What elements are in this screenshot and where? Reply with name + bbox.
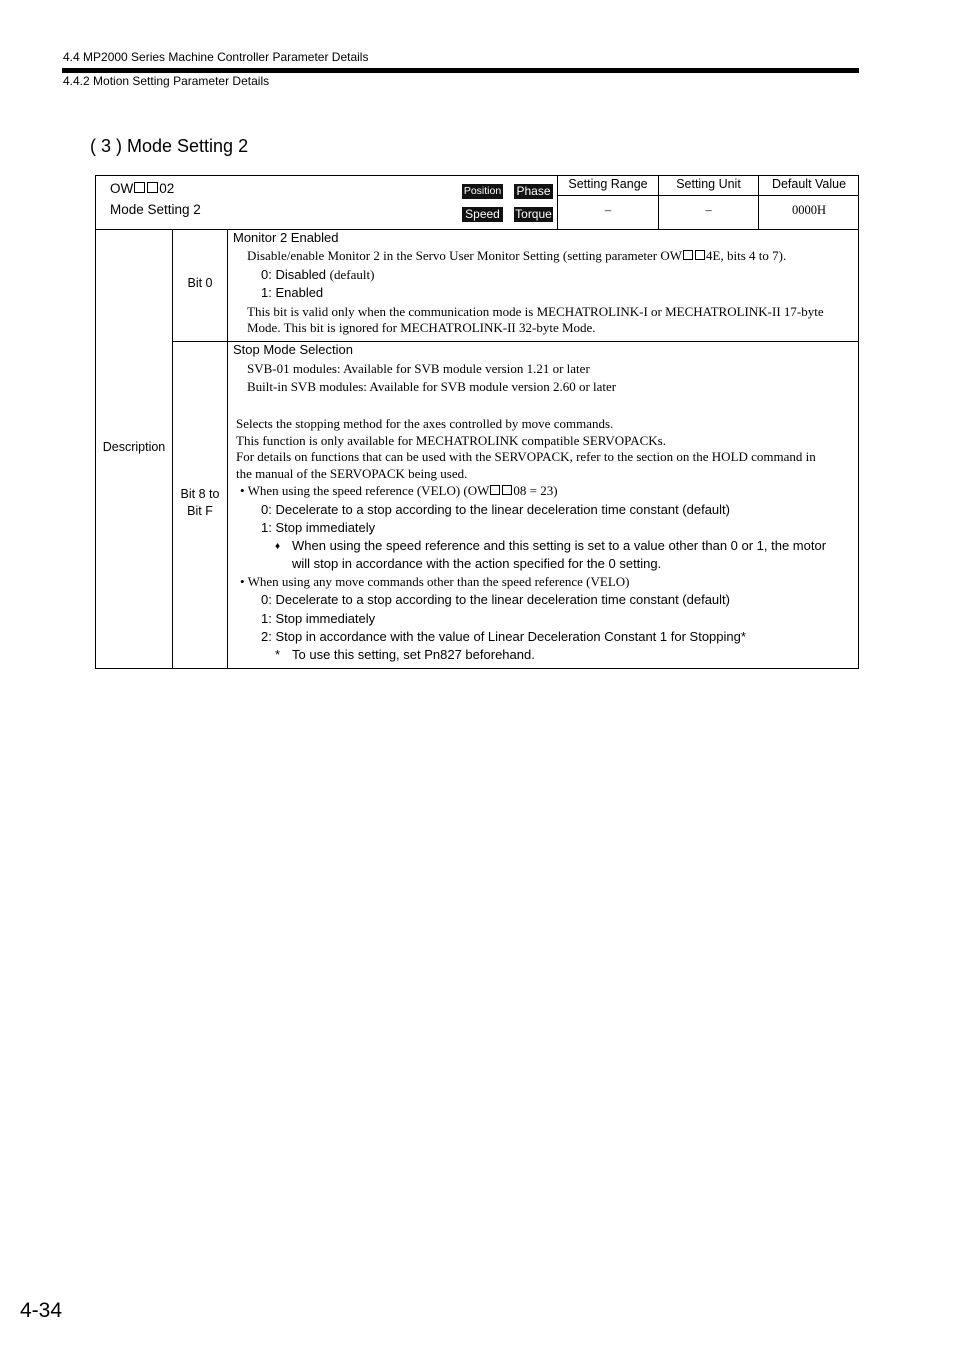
bit8-velo-option-1: 1: Stop immediately	[261, 520, 376, 535]
bit0-option-1: 1: Enabled	[261, 285, 324, 300]
register-name: OW 02	[110, 181, 175, 196]
col-setting-unit: Setting Unit	[676, 177, 741, 191]
bit8-other-option-2: 2: Stop in accordance with the value of Linear Deceleration Constant 1 for Stopping*	[261, 629, 746, 644]
placeholder-box-icon	[502, 485, 512, 495]
bit8-other-heading: • When using any move commands other than the speed reference (VELO)	[240, 574, 630, 589]
bit8-label-line2: Bit F	[187, 504, 213, 518]
bit0-note-line1: This bit is valid only when the communication mode is MECHATROLINK-I or MECHATROLINK-II 17-byte	[247, 304, 824, 319]
bit8-velo-note-line1: When using the speed reference and this setting is set to a value other than 0 or 1, the motor	[292, 538, 827, 553]
diamond-bullet-icon: ♦	[275, 541, 281, 552]
bit0-label: Bit 0	[187, 276, 213, 290]
col-default-value: Default Value	[771, 177, 847, 191]
header-row-divider	[557, 195, 859, 196]
bit8-paragraph-4: the manual of the SERVOPACK being used.	[236, 466, 468, 481]
description-label: Description	[102, 440, 166, 454]
bit8-availability-1: SVB-01 modules: Available for SVB module version 1.21 or later	[247, 361, 590, 376]
value-default: 0000H	[791, 203, 827, 217]
bit0-title: Monitor 2 Enabled	[233, 230, 339, 245]
bit8-velo-heading: • When using the speed reference (VELO) (OW 08 = 23)	[240, 483, 558, 498]
mode-badge-phase: Phase	[514, 184, 553, 199]
bit8-paragraph-2: This function is only available for MECHATROLINK compatible SERVOPACKs.	[236, 433, 666, 448]
bit8-paragraph-1: Selects the stopping method for the axes controlled by move commands.	[236, 416, 614, 431]
placeholder-box-icon	[490, 485, 500, 495]
value-setting-unit: –	[705, 203, 712, 217]
placeholder-box-icon	[134, 182, 145, 193]
mode-badge-speed: Speed	[462, 207, 503, 222]
register-title: Mode Setting 2	[110, 202, 201, 217]
bit8-other-option-1: 1: Stop immediately	[261, 611, 376, 626]
placeholder-box-icon	[147, 182, 158, 193]
mode-badge-position: Position	[463, 185, 502, 197]
col-setting-range: Setting Range	[568, 177, 648, 191]
bit8-title: Stop Mode Selection	[233, 342, 353, 357]
mode-badge-torque: Torque	[515, 207, 552, 221]
bit8-velo-note-line2: will stop in accordance with the action specified for the 0 setting.	[292, 556, 662, 571]
page-number: 4-34	[20, 1299, 63, 1322]
bit8-other-option-0: 0: Decelerate to a stop according to the linear deceleration time constant (default)	[261, 592, 730, 607]
section-title: ( 3 ) Mode Setting 2	[90, 136, 249, 156]
placeholder-box-icon	[695, 250, 705, 260]
bit0-note-line2: Mode. This bit is ignored for MECHATROLINK-II 32-byte Mode.	[247, 320, 596, 335]
bit8-velo-option-0: 0: Decelerate to a stop according to the linear deceleration time constant (default)	[261, 502, 730, 517]
bit0-description: Disable/enable Monitor 2 in the Servo User Monitor Setting (setting parameter OW 4E, bits 4 to 7).	[247, 248, 787, 263]
bit8-paragraph-3: For details on functions that can be used with the SERVOPACK, refer to the section on the HOLD command in	[236, 449, 816, 464]
footnote-text: To use this setting, set Pn827 beforehand.	[292, 647, 535, 662]
running-header-section: 4.4 MP2000 Series Machine Controller Parameter Details	[63, 50, 369, 64]
bit0-option-0: 0: Disabled (default)	[261, 267, 375, 282]
running-header-subsection: 4.4.2 Motion Setting Parameter Details	[63, 74, 270, 88]
column-divider	[227, 229, 228, 669]
header-rule	[62, 68, 859, 73]
value-setting-range: –	[604, 203, 612, 217]
column-divider	[172, 229, 173, 669]
footnote-mark: *	[275, 647, 281, 662]
bit8-availability-2: Built-in SVB modules: Available for SVB module version 2.60 or later	[247, 379, 617, 394]
placeholder-box-icon	[683, 250, 693, 260]
bit8-label-line1: Bit 8 to	[180, 487, 220, 501]
